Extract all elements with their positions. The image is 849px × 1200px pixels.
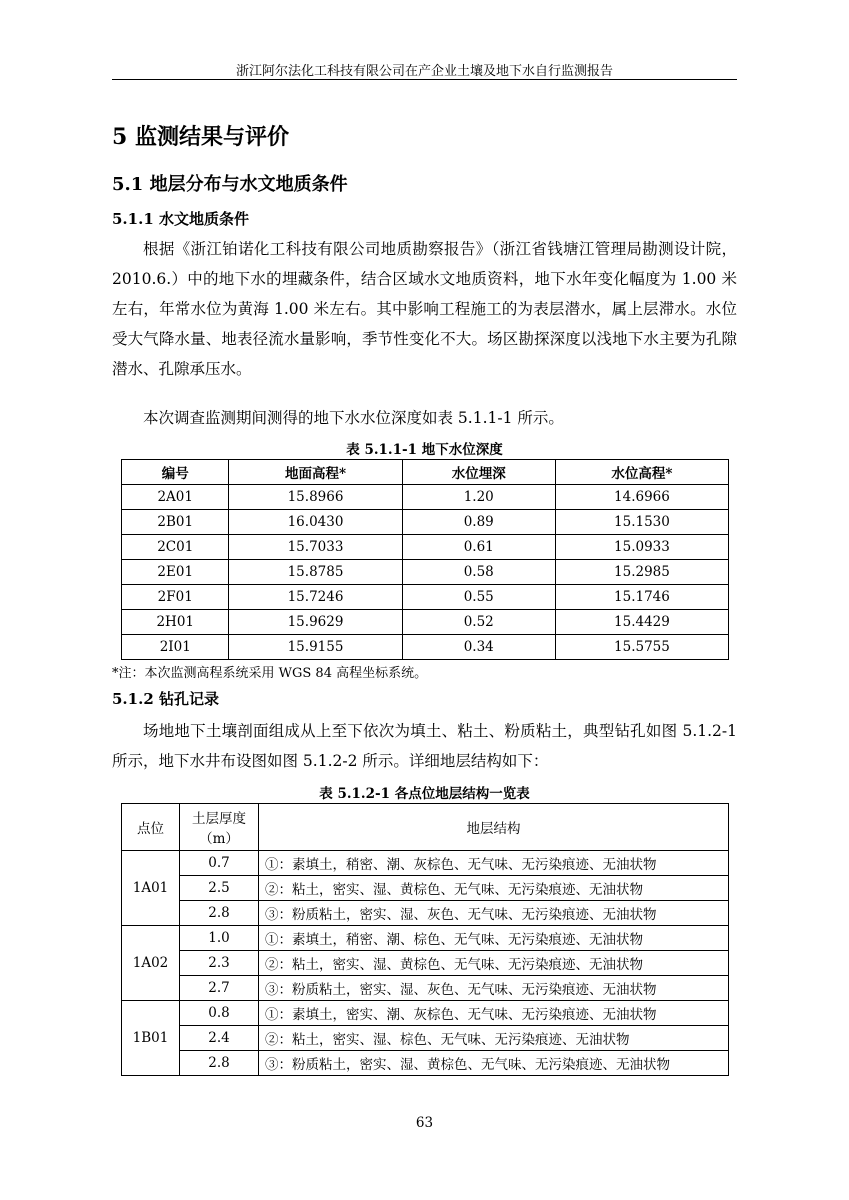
column-header: 水位高程* xyxy=(555,460,728,485)
stratum-description-cell: ①：素填土，稍密、潮、灰棕色、无气味、无污染痕迹、无油状物 xyxy=(259,851,729,876)
table-cell: 15.8785 xyxy=(229,560,402,585)
table-cell: 15.5755 xyxy=(555,635,728,660)
column-header-text: 土层厚度（m） xyxy=(192,811,246,847)
column-header: 编号 xyxy=(122,460,229,485)
point-id-cell: 1A01 xyxy=(122,851,180,926)
table-header-row xyxy=(122,460,729,485)
table-cell: 15.2985 xyxy=(555,560,728,585)
table-cell: 0.52 xyxy=(402,610,555,635)
table-cell: 2B01 xyxy=(122,510,229,535)
column-header: 水位埋深 xyxy=(402,460,555,485)
table-row xyxy=(122,851,729,876)
table-body xyxy=(122,485,729,660)
chapter-heading: 5 监测结果与评价 xyxy=(112,124,289,150)
table-row xyxy=(122,560,729,585)
header-rule xyxy=(112,79,737,80)
stratum-structure-table xyxy=(121,803,729,1076)
table-row xyxy=(122,976,729,1001)
table-cell: 0.55 xyxy=(402,585,555,610)
table-row xyxy=(122,635,729,660)
thickness-cell: 2.5 xyxy=(180,876,259,901)
thickness-cell: 2.8 xyxy=(180,901,259,926)
running-header: 浙江阿尔法化工科技有限公司在产企业土壤及地下水自行监测报告 xyxy=(235,64,613,79)
stratum-description-cell: ③：粉质粘土，密实、湿、灰色、无气味、无污染痕迹、无油状物 xyxy=(259,901,729,926)
table-row xyxy=(122,585,729,610)
table-cell: 15.8966 xyxy=(229,485,402,510)
table-header-row xyxy=(122,804,729,851)
table-cell: 2I01 xyxy=(122,635,229,660)
page-number: 63 xyxy=(415,1115,434,1131)
table-cell: 2H01 xyxy=(122,610,229,635)
column-header xyxy=(180,804,259,851)
table-cell: 2E01 xyxy=(122,560,229,585)
table-row xyxy=(122,951,729,976)
table-cell: 0.34 xyxy=(402,635,555,660)
paragraph-text: 根据《浙江铂诺化工科技有限公司地质勘察报告》（浙江省钱塘江管理局勘测设计院，2010.6.）中的地下水的埋藏条件，结合区域水文地质资料，地下水年变化幅度为 1.00 米左右，年常水位为黄海 1.00 米左右。其中影响工程施工的为表层潜水，属上层滞水。水位受大气降水量、地表径流水量影响，季节性变化不大。场区勘探深度以浅地下水主要为孔隙潜水、孔隙承压水。 xyxy=(112,240,737,378)
table-cell: 0.89 xyxy=(402,510,555,535)
table2-caption: 表 5.1.2-1 各点位地层结构一览表 xyxy=(319,786,530,802)
stratum-description-cell: ③：粉质粘土，密实、湿、灰色、无气味、无污染痕迹、无油状物 xyxy=(259,976,729,1001)
table-row xyxy=(122,510,729,535)
table-cell: 15.4429 xyxy=(555,610,728,635)
table-cell: 16.0430 xyxy=(229,510,402,535)
table-cell: 15.1530 xyxy=(555,510,728,535)
subsection-heading-boreholes: 5.1.2 钻孔记录 xyxy=(112,690,219,708)
table-cell: 14.6966 xyxy=(555,485,728,510)
point-id-cell: 1B01 xyxy=(122,1001,180,1076)
column-header: 地面高程* xyxy=(229,460,402,485)
table-row xyxy=(122,901,729,926)
table-row xyxy=(122,1026,729,1051)
thickness-cell: 2.3 xyxy=(180,951,259,976)
table-row xyxy=(122,1051,729,1076)
table-row xyxy=(122,485,729,510)
table-cell: 0.61 xyxy=(402,535,555,560)
column-header: 地层结构 xyxy=(259,804,729,851)
subsection-heading-hydrogeology: 5.1.1 水文地质条件 xyxy=(112,210,249,228)
stratum-description-cell: ①：素填土，密实、潮、灰棕色、无气味、无污染痕迹、无油状物 xyxy=(259,1001,729,1026)
stratum-description-cell: ②：粘土，密实、湿、黄棕色、无气味、无污染痕迹、无油状物 xyxy=(259,876,729,901)
thickness-cell: 2.4 xyxy=(180,1026,259,1051)
paragraph-text: 场地地下土壤剖面组成从上至下依次为填土、粘土、粉质粘土，典型钻孔如图 5.1.2-1 所示，地下水井布设图如图 5.1.2-2 所示。详细地层结构如下： xyxy=(112,722,737,770)
table-row xyxy=(122,1001,729,1026)
stratum-description-cell: ②：粘土，密实、湿、黄棕色、无气味、无污染痕迹、无油状物 xyxy=(259,951,729,976)
table-cell: 2A01 xyxy=(122,485,229,510)
paragraph-table-intro xyxy=(112,403,737,433)
table-cell: 1.20 xyxy=(402,485,555,510)
table-cell: 15.0933 xyxy=(555,535,728,560)
table-row xyxy=(122,610,729,635)
table-row xyxy=(122,926,729,951)
table-body xyxy=(122,851,729,1076)
table-cell: 15.9629 xyxy=(229,610,402,635)
groundwater-level-table xyxy=(121,459,729,660)
table-cell: 15.9155 xyxy=(229,635,402,660)
stratum-description-cell: ②：粘土，密实、湿、棕色、无气味、无污染痕迹、无油状物 xyxy=(259,1026,729,1051)
table-cell: 2F01 xyxy=(122,585,229,610)
thickness-cell: 0.8 xyxy=(180,1001,259,1026)
thickness-cell: 2.8 xyxy=(180,1051,259,1076)
stratum-description-cell: ③：粉质粘土，密实、湿、黄棕色、无气味、无污染痕迹、无油状物 xyxy=(259,1051,729,1076)
point-id-cell: 1A02 xyxy=(122,926,180,1001)
table-cell: 15.1746 xyxy=(555,585,728,610)
paragraph-hydrogeology xyxy=(112,234,737,384)
section-heading: 5.1 地层分布与水文地质条件 xyxy=(112,174,348,195)
thickness-cell: 2.7 xyxy=(180,976,259,1001)
thickness-cell: 0.7 xyxy=(180,851,259,876)
table-cell: 15.7033 xyxy=(229,535,402,560)
table1-caption: 表 5.1.1-1 地下水位深度 xyxy=(346,442,503,458)
table1-note: *注：本次监测高程系统采用 WGS 84 高程坐标系统。 xyxy=(112,666,428,681)
stratum-description-cell: ①：素填土，稍密、潮、棕色、无气味、无污染痕迹、无油状物 xyxy=(259,926,729,951)
paragraph-text: 本次调查监测期间测得的地下水水位深度如表 5.1.1-1 所示。 xyxy=(143,409,564,427)
table-row xyxy=(122,535,729,560)
table-row xyxy=(122,876,729,901)
column-header: 点位 xyxy=(122,804,180,851)
table-cell: 2C01 xyxy=(122,535,229,560)
table-cell: 0.58 xyxy=(402,560,555,585)
paragraph-boreholes xyxy=(112,716,737,776)
table-cell: 15.7246 xyxy=(229,585,402,610)
thickness-cell: 1.0 xyxy=(180,926,259,951)
